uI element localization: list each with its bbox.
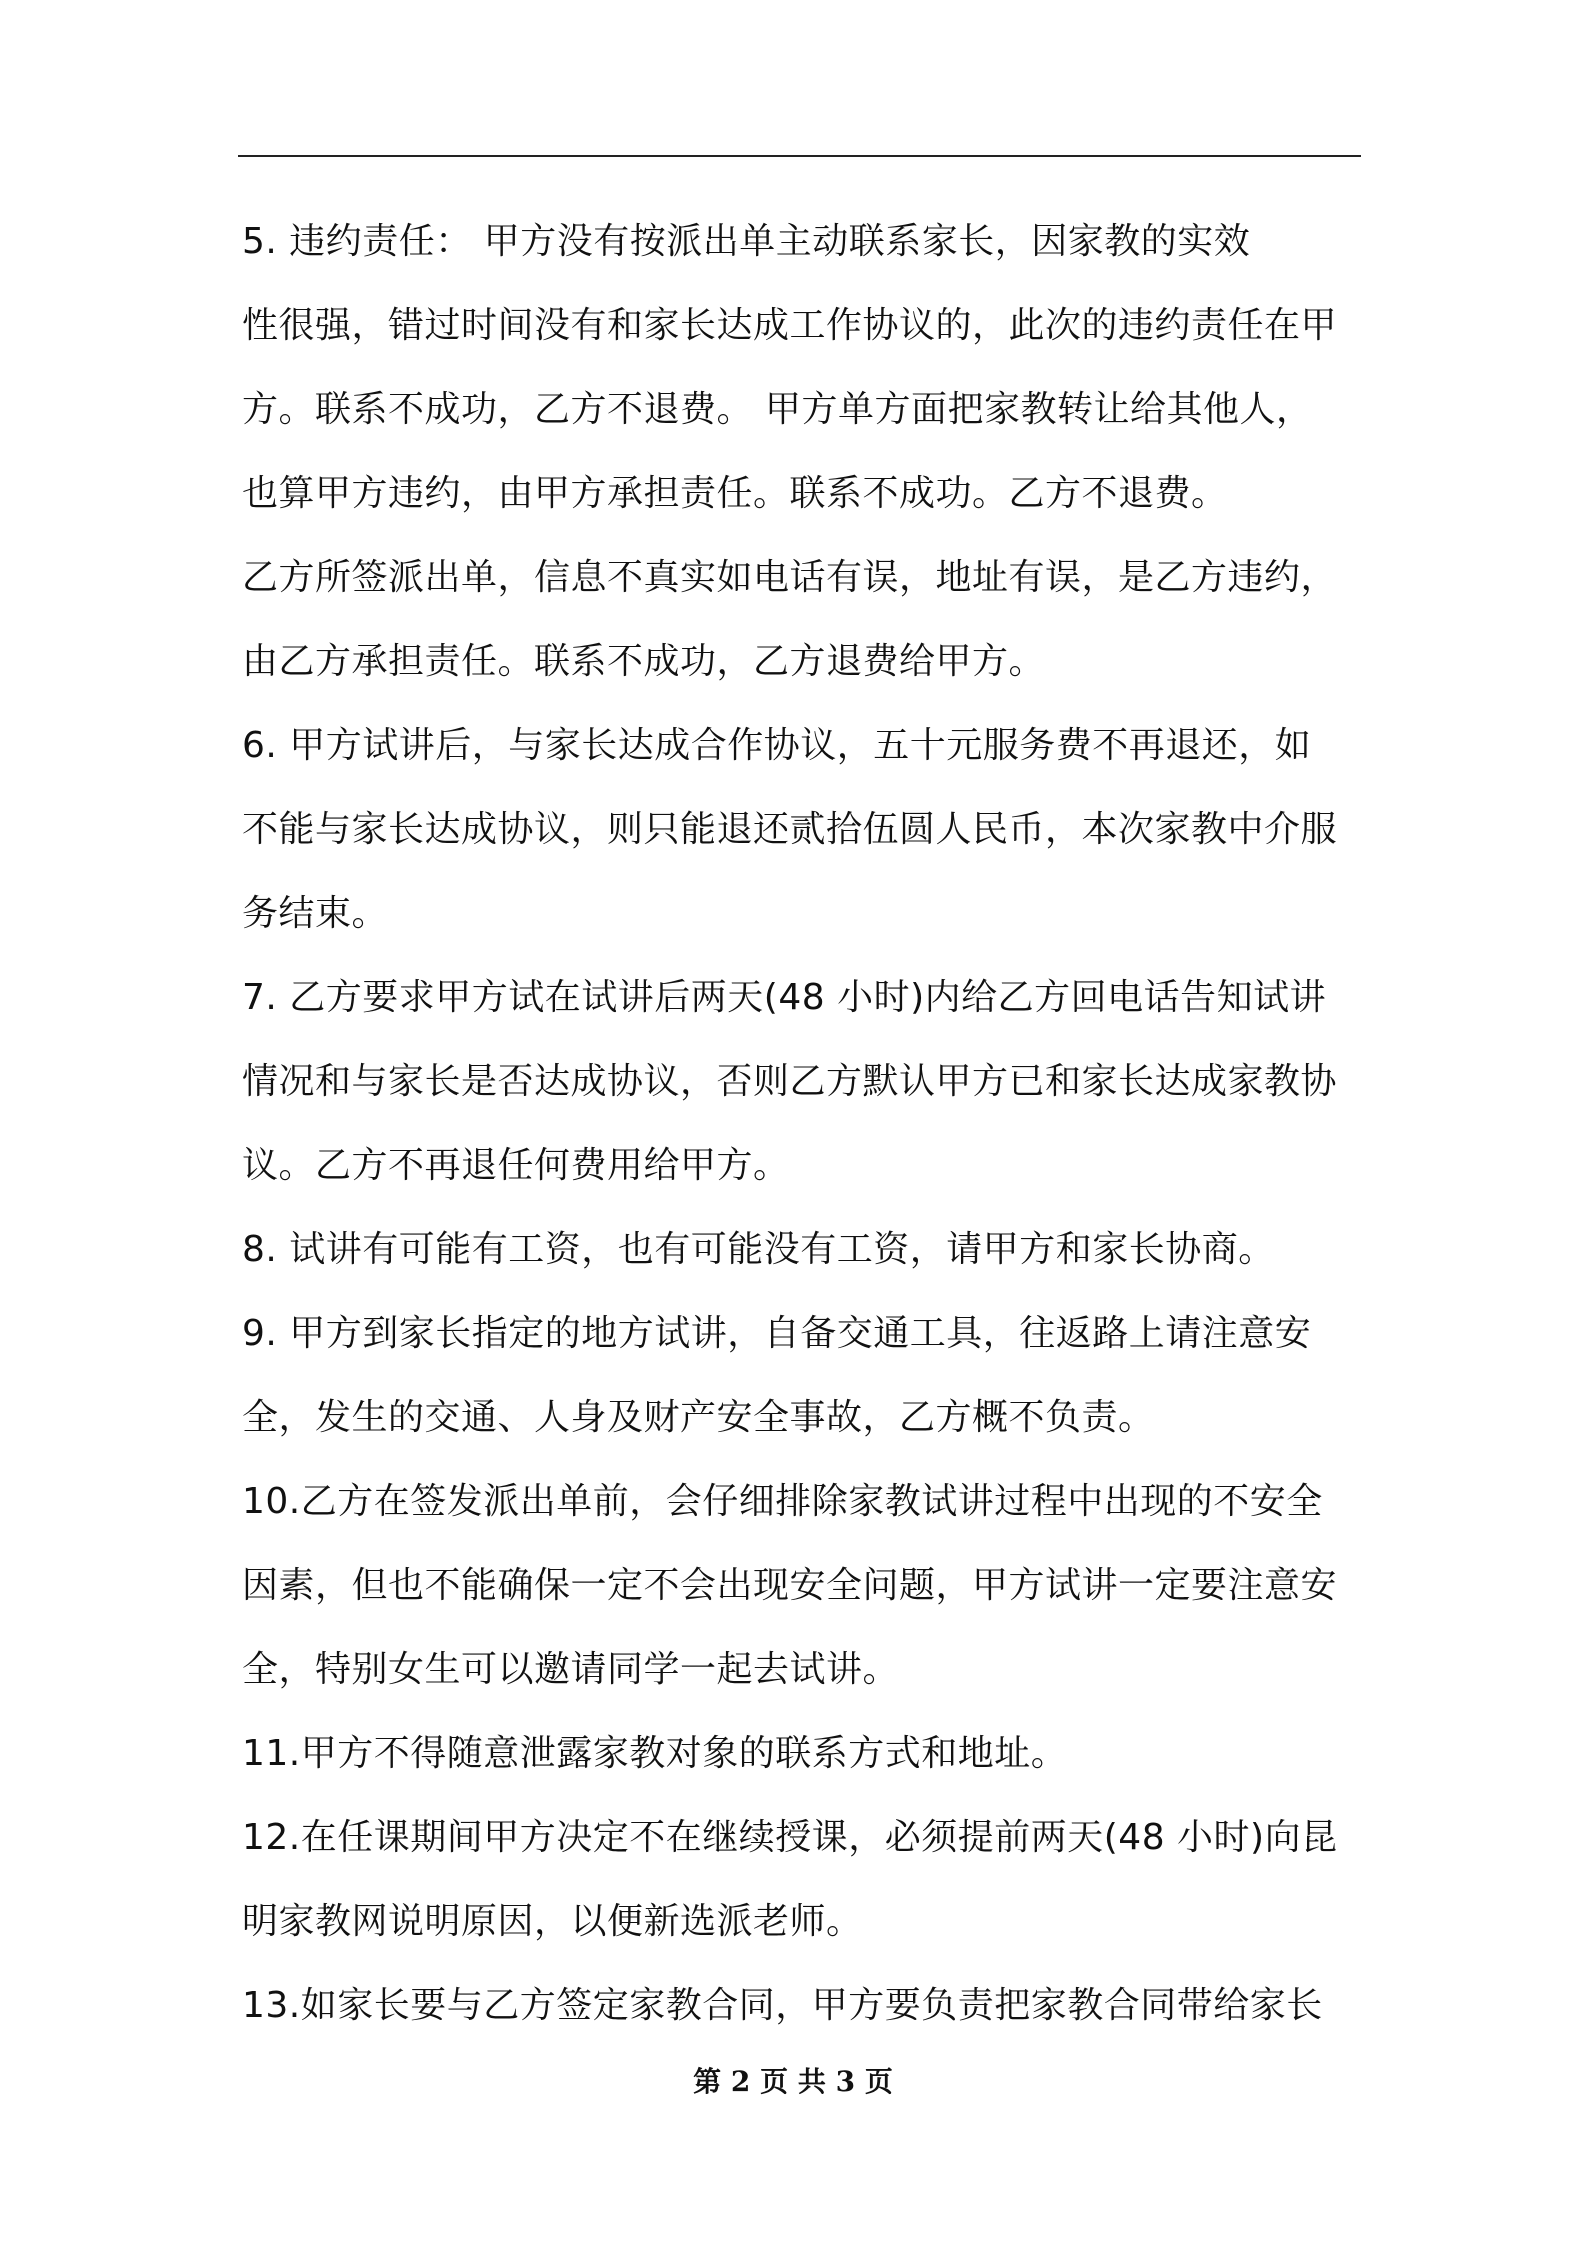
text-line: 5. 违约责任： 甲方没有按派出单主动联系家长，因家教的实效 [242, 221, 1251, 262]
text-line: 因素，但也不能确保一定不会出现安全问题，甲方试讲一定要注意安 [242, 1565, 1338, 1606]
text-line: 不能与家长达成协议，则只能退还贰拾伍圆人民币，本次家教中介服 [242, 809, 1338, 850]
text-line: 8. 试讲有可能有工资，也有可能没有工资，请甲方和家长协商。 [242, 1229, 1275, 1270]
text-line: 明家教网说明原因，以便新选派老师。 [242, 1901, 863, 1942]
text-line: 情况和与家长是否达成协议，否则乙方默认甲方已和家长达成家教协 [242, 1061, 1338, 1102]
document-body [242, 200, 1360, 2048]
page-number: 第 2 页 共 3 页 [693, 2065, 893, 2098]
text-line: 13.如家长要与乙方签定家教合同，甲方要负责把家教合同带给家长 [242, 1985, 1323, 2026]
text-line: 9. 甲方到家长指定的地方试讲，自备交通工具，往返路上请注意安 [242, 1313, 1312, 1354]
text-line: 务结束。 [242, 893, 389, 934]
text-line: 全，发生的交通、人身及财产安全事故，乙方概不负责。 [242, 1397, 1155, 1438]
header-rule [238, 155, 1361, 157]
text-line: 7. 乙方要求甲方试在试讲后两天(48 小时)内给乙方回电话告知试讲 [242, 977, 1327, 1018]
text-line: 12.在任课期间甲方决定不在继续授课，必须提前两天(48 小时)向昆 [242, 1817, 1338, 1858]
text-line: 乙方所签派出单，信息不真实如电话有误，地址有误，是乙方违约， [242, 557, 1338, 598]
text-line: 议。乙方不再退任何费用给甲方。 [242, 1145, 790, 1186]
text-line: 也算甲方违约，由甲方承担责任。联系不成功。乙方不退费。 [242, 473, 1228, 514]
text-line: 10.乙方在签发派出单前，会仔细排除家教试讲过程中出现的不安全 [242, 1481, 1323, 1522]
text-line: 方。联系不成功，乙方不退费。 甲方单方面把家教转让给其他人， [242, 389, 1313, 430]
text-line: 11.甲方不得随意泄露家教对象的联系方式和地址。 [242, 1733, 1068, 1774]
text-line: 性很强，错过时间没有和家长达成工作协议的，此次的违约责任在甲 [242, 305, 1338, 346]
text-line: 由乙方承担责任。联系不成功，乙方退费给甲方。 [242, 641, 1046, 682]
text-line: 全，特别女生可以邀请同学一起去试讲。 [242, 1649, 900, 1690]
text-line: 6. 甲方试讲后，与家长达成合作协议，五十元服务费不再退还，如 [242, 725, 1312, 766]
